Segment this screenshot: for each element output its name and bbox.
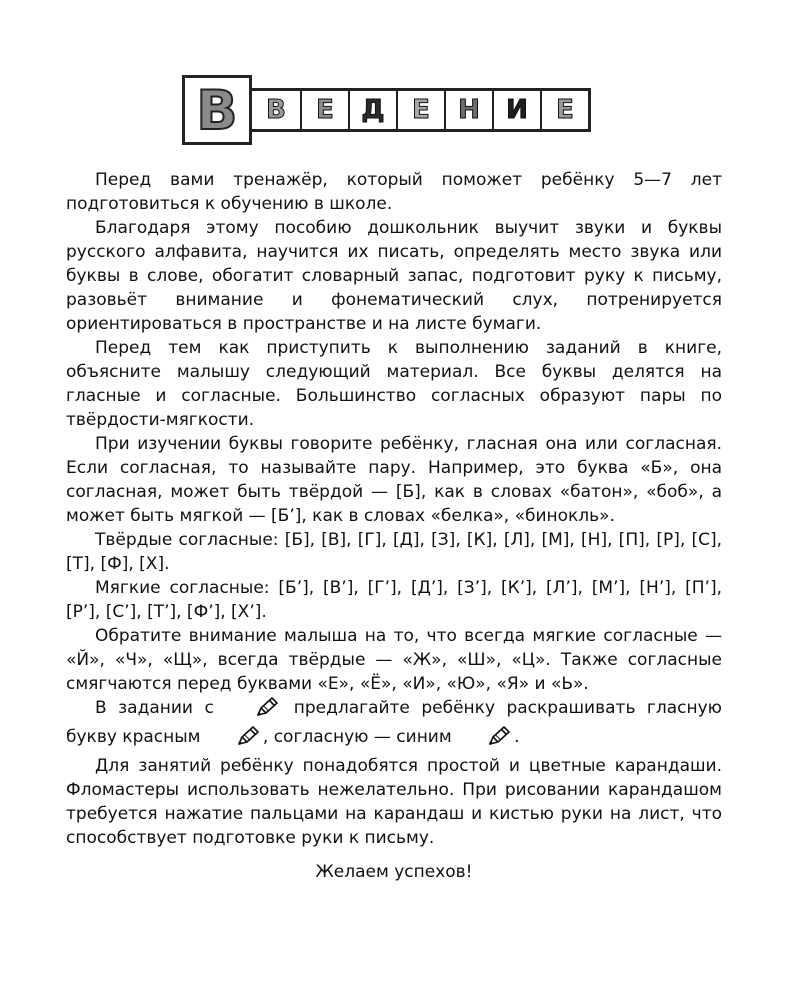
paragraph-soft-consonants: Мягкие согласные: [Б’], [В’], [Г’], [Д’], [З’], [К’], [Л’], [М’], [Н’], [П’], [Р’], [С’], [Т’], [Ф’], [Х’]. <box>66 578 722 622</box>
paragraph: Обратите внимание малыша на то, что всегда мягкие согласные — «Й», «Ч», «Щ», всегда твёрдые — «Ж», «Ш», «Ц». Также согласные смягчаются перед буквами «Е», «Ё», «И», «Ю», «Я» и «Ь». <box>66 626 722 694</box>
paragraph: Для занятий ребёнку понадобятся простой и цветные карандаши. Фломастеры использовать нежелательно. При рисовании карандашом требуется нажатие пальцами на карандаш и кистью руки на лист, что способствует подготовке руки к письму. <box>66 756 722 848</box>
page-title <box>182 75 591 145</box>
pencil-icon <box>226 696 281 725</box>
closing-wish: Желаем успехов! <box>315 862 473 882</box>
title-letter-box <box>444 91 492 129</box>
intro-text <box>66 168 722 884</box>
title-letter: Д <box>361 95 385 125</box>
paragraph-task-instruction <box>66 696 722 754</box>
paragraph-hard-consonants: Твёрдые согласные: [Б], [В], [Г], [Д], [З], [К], [Л], [М], [Н], [П], [Р], [С], [Т], [Ф], [Х]. <box>66 530 722 574</box>
title-letter: И <box>506 95 528 125</box>
paragraph: Перед вами тренажёр, который поможет ребёнку 5—7 лет подготовиться к обучению в школе. <box>66 170 722 214</box>
title-letter: Е <box>316 95 334 125</box>
title-letter: Е <box>556 95 574 125</box>
text-fragment: предлагайте ребёнку раскрашивать гласную букву красным <box>66 698 722 747</box>
title-first-letter-box <box>182 75 252 145</box>
title-letter-box <box>540 91 588 129</box>
title-letter-box <box>348 91 396 129</box>
title-letter: Н <box>458 95 480 125</box>
title-letter-box <box>396 91 444 129</box>
title-letter-box <box>492 91 540 129</box>
text-fragment: . <box>514 727 520 747</box>
title-letters-strip <box>249 88 591 132</box>
title-letter: Е <box>412 95 430 125</box>
text-fragment: , согласную — синим <box>262 727 452 747</box>
paragraph: При изучении буквы говорите ребёнку, гласная она или согласная. Если согласная, то называйте пару. Например, это буква «Б», она согласная, может быть твёрдой — [Б], как в словах «батон», «боб», а может быть мягкой — [Б’], как в словах «белка», «бинокль». <box>66 434 722 526</box>
text-fragment: В задании с <box>95 698 214 718</box>
title-letter-box <box>252 91 300 129</box>
paragraph: Благодаря этому пособию дошкольник выучит звуки и буквы русского алфавита, научится их писать, определять место звука или буквы в слове, обогатит словарный запас, подготовит руку к письму, разовьёт внимание и фонематический слух, потренируется ориентироваться в пространстве и на листе бумаги. <box>66 218 722 334</box>
pencil-icon <box>458 725 513 754</box>
pencil-icon <box>207 725 262 754</box>
title-letter-box <box>300 91 348 129</box>
title-letter: В <box>266 95 286 125</box>
title-first-letter: В <box>196 79 238 142</box>
paragraph: Перед тем как приступить к выполнению заданий в книге, объясните малышу следующий материал. Все буквы делятся на гласные и согласные. Большинство согласных образуют пары по твёрдости-мягкости. <box>66 338 722 430</box>
